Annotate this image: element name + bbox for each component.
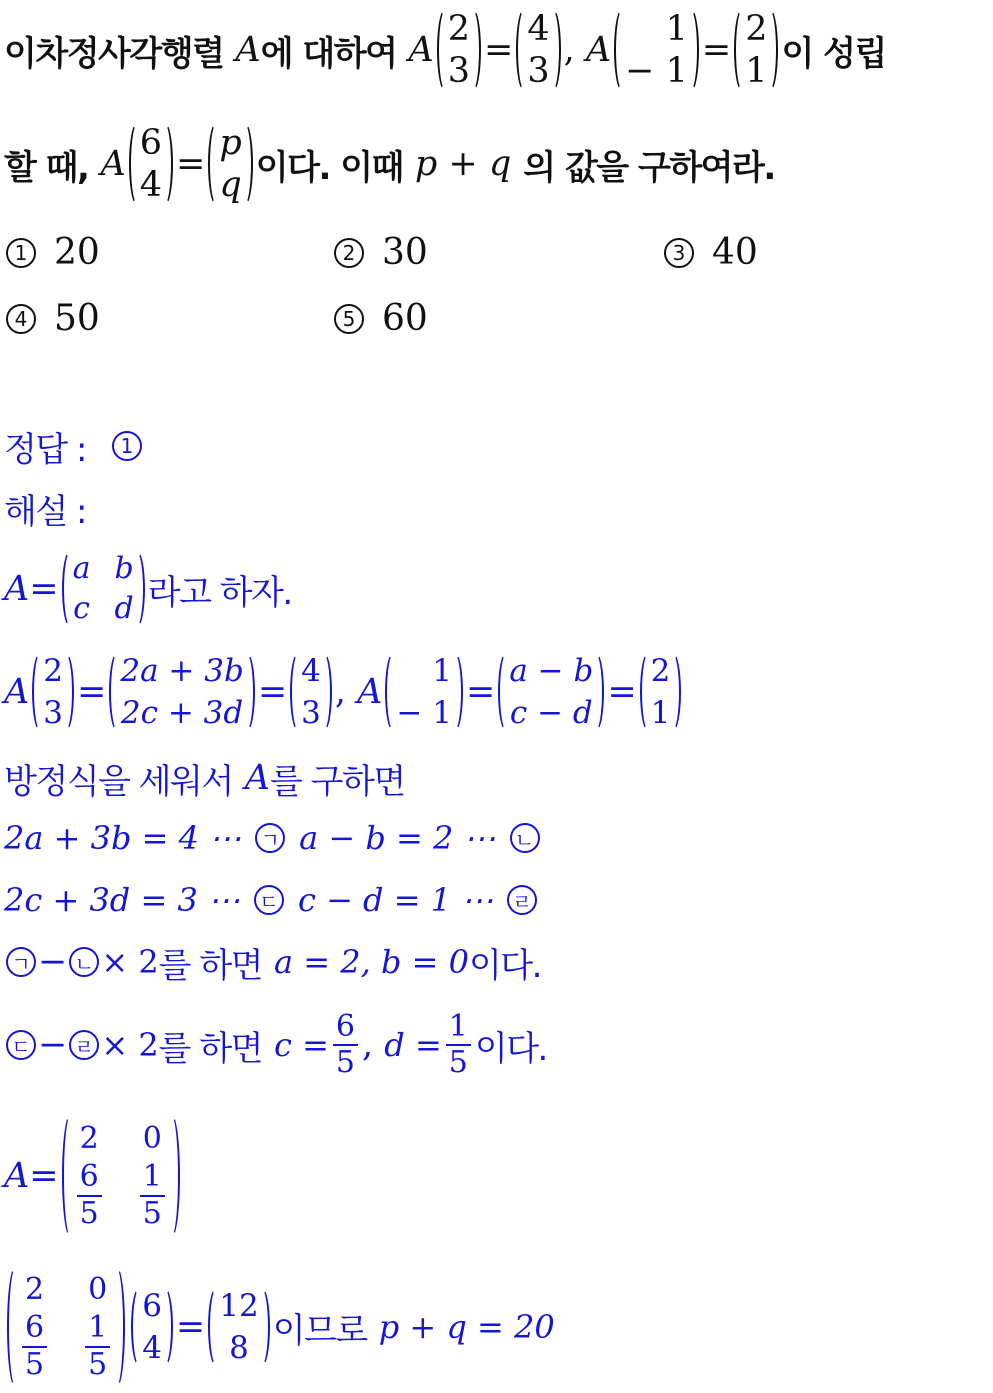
column-vector: 4 3 xyxy=(513,6,563,94)
column-vector: 2 3 xyxy=(434,6,484,94)
answer-line xyxy=(4,424,144,468)
expression: p + q xyxy=(414,144,512,184)
matrix-var: A xyxy=(585,30,612,70)
solution-equations-1: 2a + 3b = 4 ⋯ ㄱ a − b = 2 ⋯ ㄴ xyxy=(4,816,542,860)
solution-matrix-equations: A 2 3 = 2a + 3b 2c + 3d = 4 3 , A 1 − 1 = a − b c − d = 2 1 xyxy=(4,648,684,736)
solution-product: 2 0 $\frac{6}{5}$ $\frac{1}{5}$ 6 4 = 12 8 이므로 p + q = 20 xyxy=(4,1262,555,1392)
column-vector: 2 1 xyxy=(731,6,781,94)
problem-text: 이차정사각행렬 xyxy=(4,33,224,74)
choice-4[interactable]: 4 50 xyxy=(4,298,100,339)
answer-label: 정답 : xyxy=(4,429,86,470)
mark-nieun: ㄴ xyxy=(510,823,540,853)
column-vector: 1 − 1 xyxy=(611,6,702,94)
column-vector: p q xyxy=(205,120,255,208)
solution-final-matrix: A = 2 0 $\frac{6}{5}$ $\frac{1}{5}$ xyxy=(4,1110,183,1242)
matrix-var: A xyxy=(100,144,126,184)
solution-equations-2: 2c + 3d = 3 ⋯ ㄷ c − d = 1 ⋯ ㄹ xyxy=(4,878,539,922)
problem-text: 이다. 이때 xyxy=(255,147,403,188)
solution-step-2: ㄷ − ㄹ × 2 를 하면 c = $\frac{6}{5}$ , d = $\frac{1}{5}$ 이다. xyxy=(4,1002,547,1088)
explanation-label: 해설 : xyxy=(4,491,86,532)
mark-digeut: ㄷ xyxy=(254,885,284,915)
choice-1[interactable]: 1 20 xyxy=(4,232,100,273)
column-vector: 6 4 xyxy=(126,120,176,208)
final-answer: p + q = 20 xyxy=(378,1308,555,1346)
explanation-label-line xyxy=(4,486,86,530)
choice-3[interactable]: 3 40 xyxy=(662,232,758,273)
matrix-var: A xyxy=(235,30,261,70)
solution-step-1: ㄱ − ㄴ × 2 를 하면 a = 2, b = 0 이다. xyxy=(4,940,541,984)
problem-line-1: 이차정사각행렬 A 에 대하여 A 2 3 = 4 3 , A 1 − 1 = 2 1 이 성립 xyxy=(4,4,886,96)
problem-line-2: 할 때, A 6 4 = p q 이다. 이때 p + q 의 값을 구하여라. xyxy=(4,118,775,210)
mark-giyeok: ㄱ xyxy=(255,823,285,853)
matrix: a b c d xyxy=(59,548,148,630)
problem-text: 이 성립 xyxy=(781,33,886,74)
solution-system-intro: 방정식을 세워서 A 를 구하면 xyxy=(4,758,405,802)
problem-text: 할 때, xyxy=(4,147,89,188)
answer-mark: 1 xyxy=(112,431,142,461)
problem-text: 에 대하여 xyxy=(260,33,397,74)
problem-text: 의 값을 구하여라. xyxy=(523,147,775,188)
matrix-var: A xyxy=(408,30,434,70)
choice-2[interactable]: 2 30 xyxy=(332,232,428,273)
mark-rieul: ㄹ xyxy=(507,885,537,915)
solution-let-A: A = a b c d 라고 하자. xyxy=(4,546,292,632)
choice-5[interactable]: 5 60 xyxy=(332,298,428,339)
